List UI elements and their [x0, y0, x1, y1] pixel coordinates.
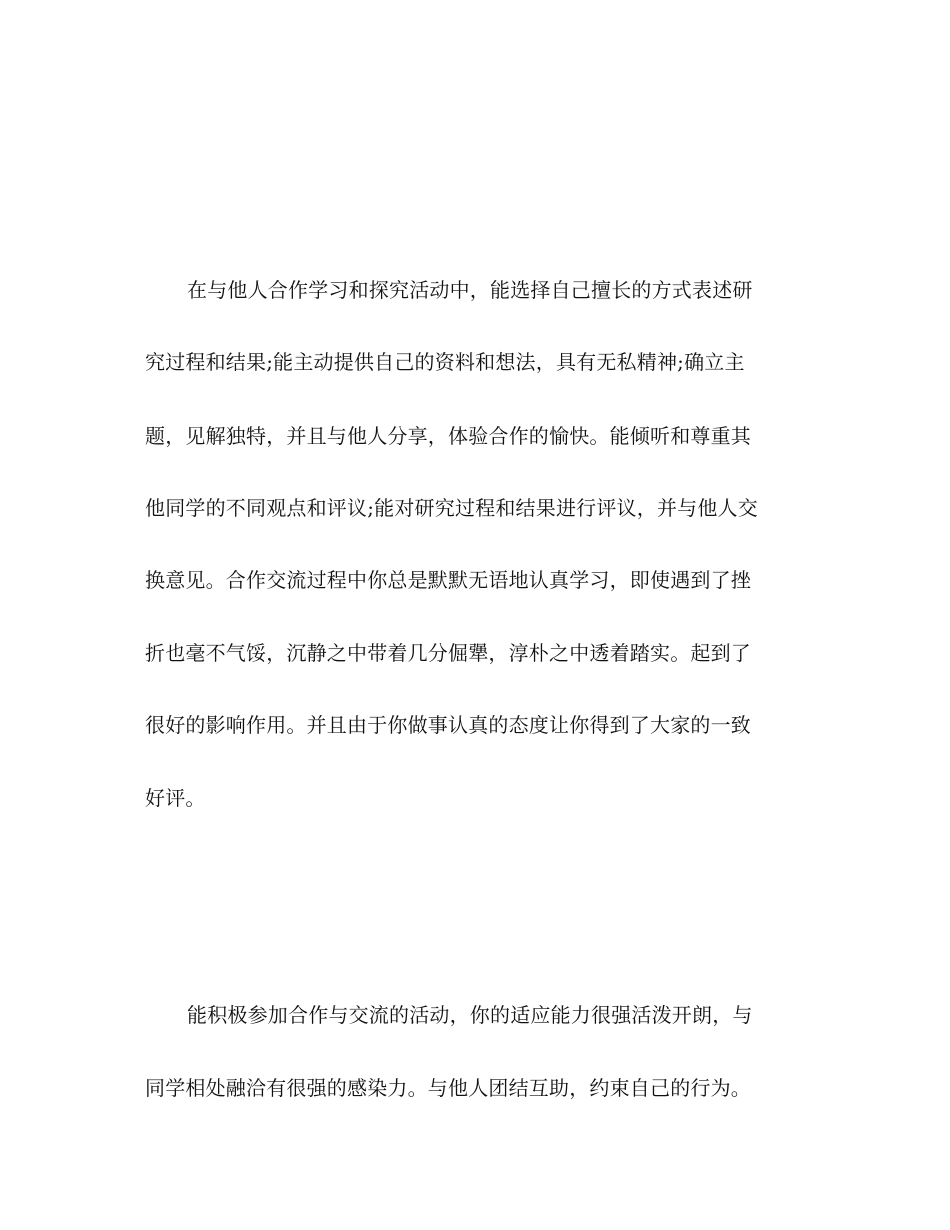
paragraph-line: 题，见解独特，并且与他人分享，体验合作的愉快。能倾听和尊重其 [145, 424, 751, 448]
paragraph-line: 换意见。合作交流过程中你总是默默无语地认真学习，即使遇到了挫 [145, 568, 751, 592]
paragraph-line: 他同学的不同观点和评议;能对研究过程和结果进行评议，并与他人交 [145, 496, 758, 520]
paragraph-line: 好评。 [145, 786, 206, 810]
paragraph-line: 在与他人合作学习和探究活动中，能选择自己擅长的方式表述研 [187, 278, 753, 302]
paragraph-line: 究过程和结果;能主动提供自己的资料和想法，具有无私精神;确立主 [145, 350, 745, 374]
paragraph-line: 很好的影响作用。并且由于你做事认真的态度让你得到了大家的一致 [145, 713, 751, 737]
paragraph-line: 能积极参加合作与交流的活动，你的适应能力很强活泼开朗，与 [187, 1003, 753, 1027]
paragraph-line: 同学相处融洽有很强的感染力。与他人团结互助，约束自己的行为。 [145, 1076, 751, 1100]
paragraph-line: 折也毫不气馁，沉静之中带着几分倔犟，淳朴之中透着踏实。起到了 [145, 641, 751, 665]
